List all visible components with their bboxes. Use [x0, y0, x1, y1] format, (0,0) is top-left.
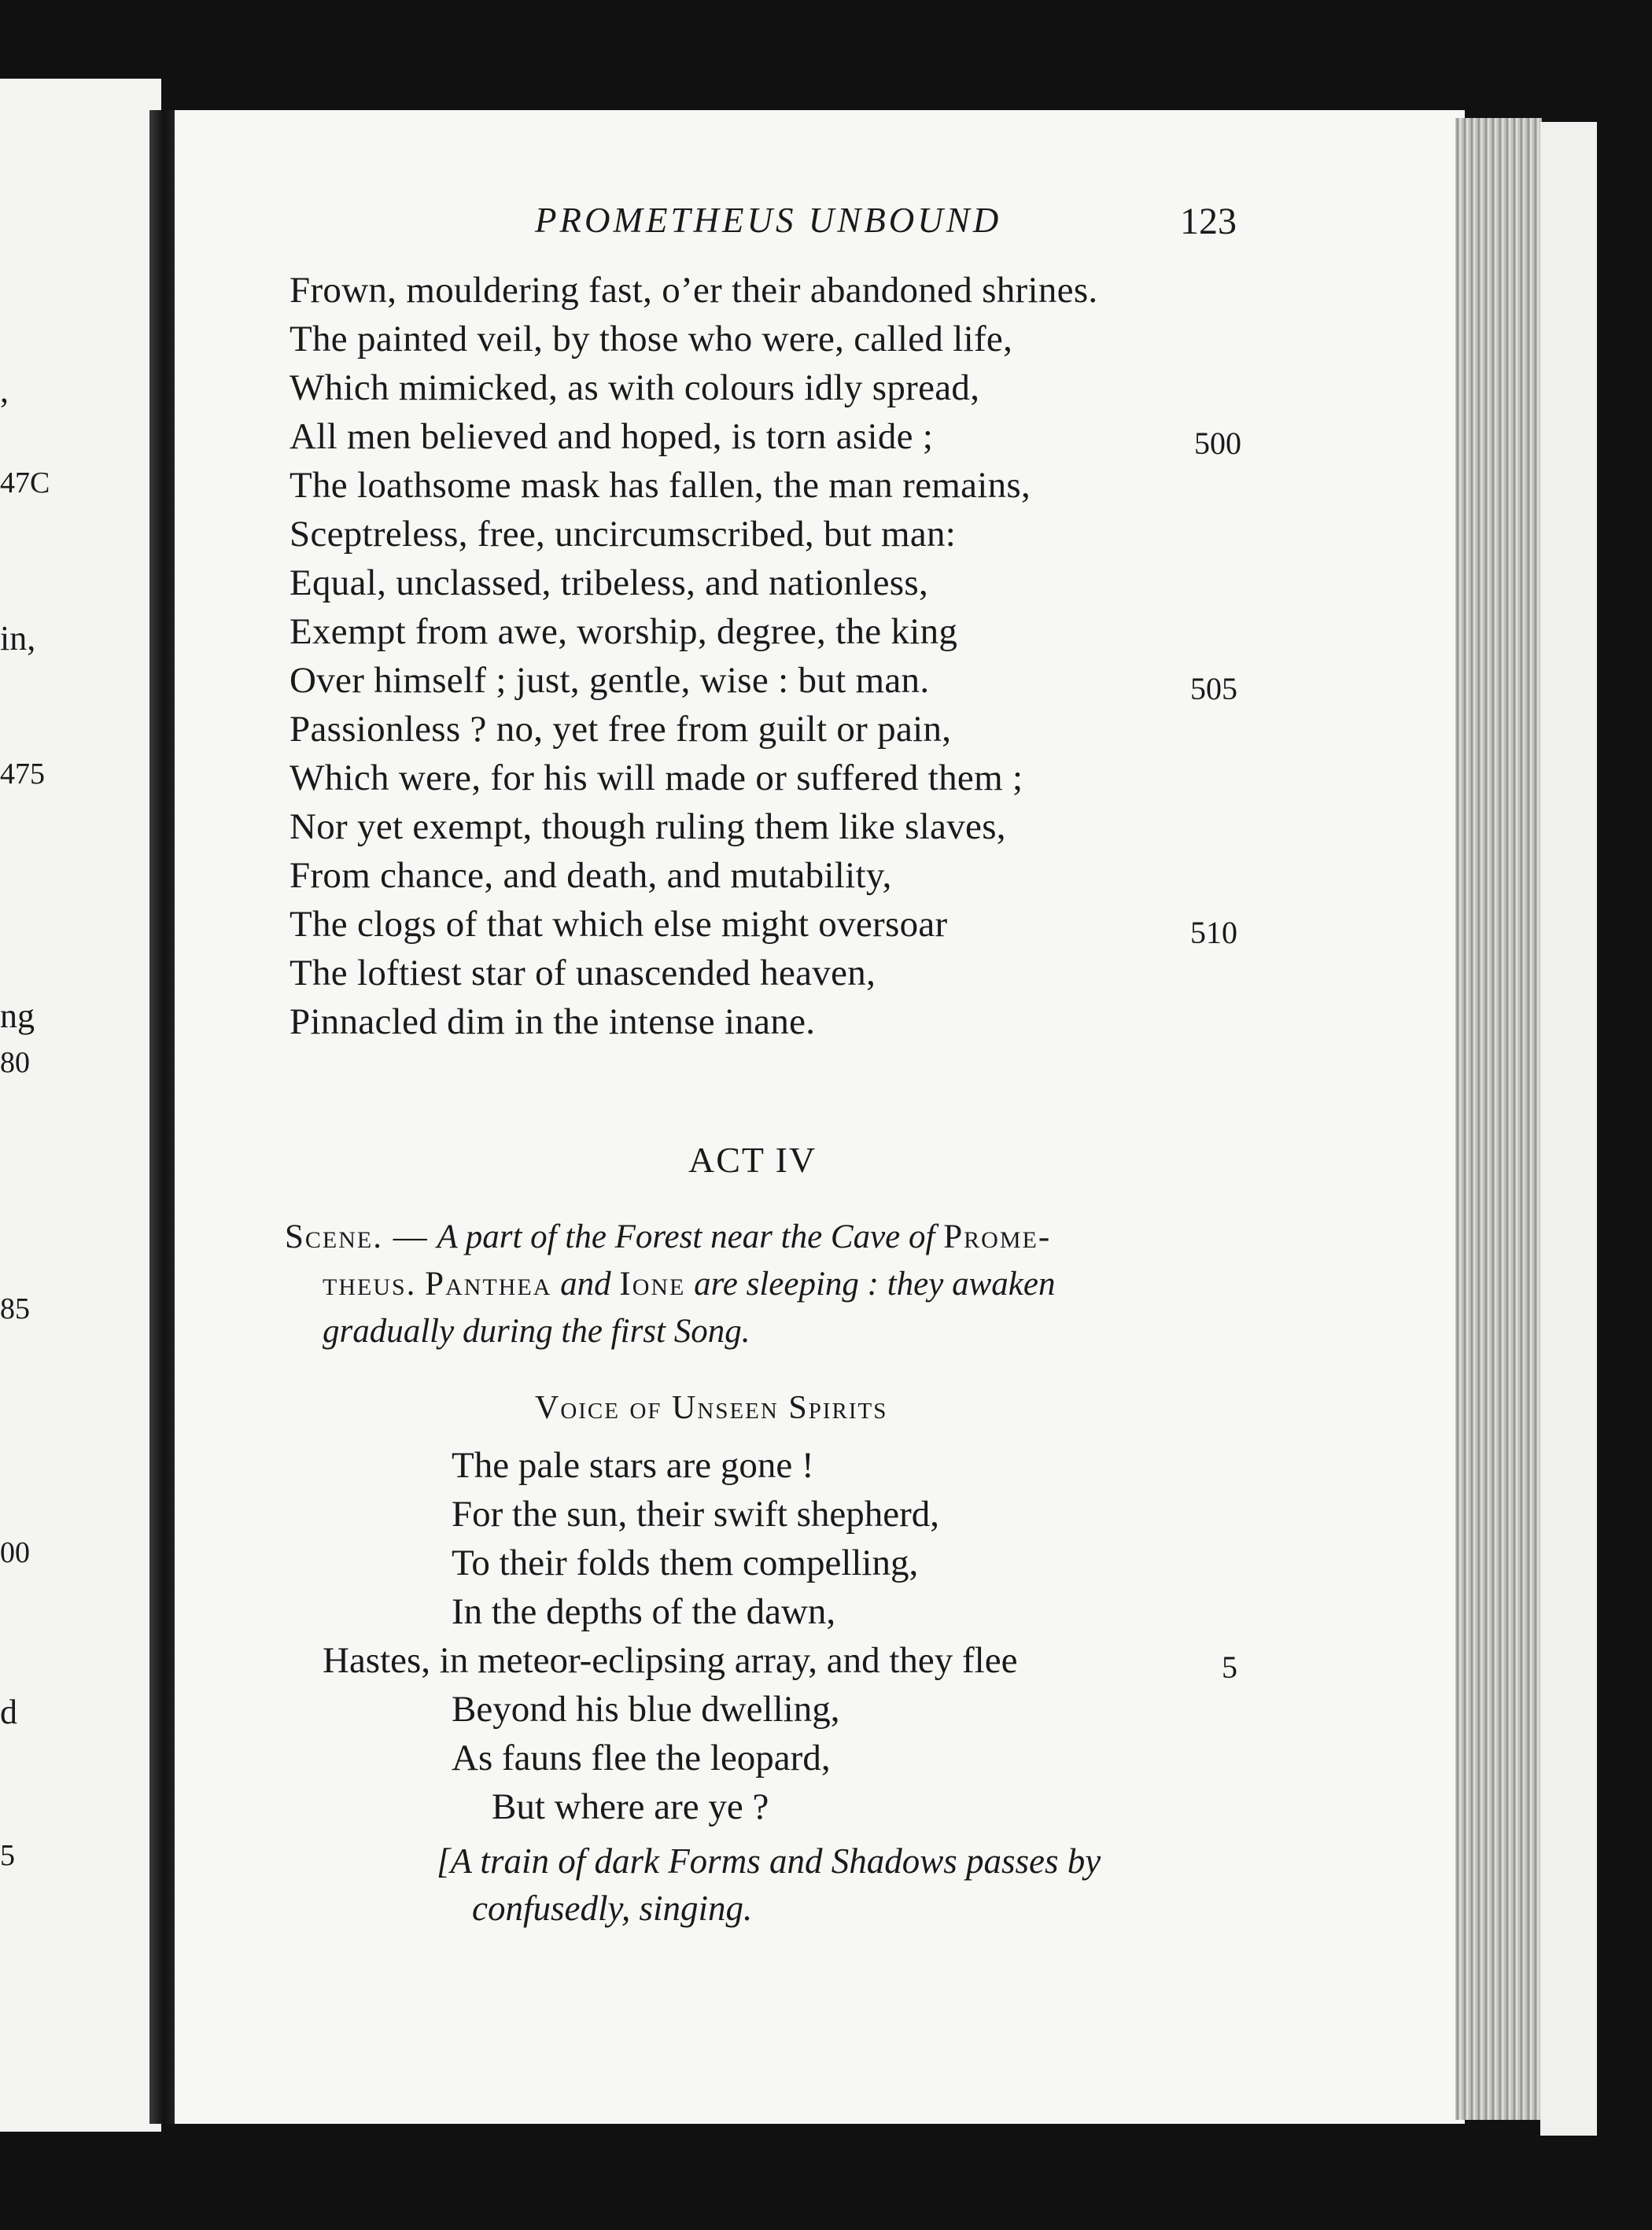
character-name: theus.	[323, 1266, 417, 1303]
left-fragment: ng	[0, 997, 35, 1035]
speaker-heading: Voice of Unseen Spirits	[535, 1390, 888, 1426]
left-fragment: ,	[0, 371, 9, 410]
verse-line: Nor yet exempt, though ruling them like slaves,	[289, 806, 1006, 847]
stage-direction-line: confusedly, singing.	[472, 1889, 753, 1928]
line-number: 505	[1190, 671, 1237, 706]
verse-line: From chance, and death, and mutability,	[289, 855, 892, 896]
book-page	[175, 110, 1465, 2124]
scene-text: and	[560, 1266, 611, 1303]
verse-line: The loftiest star of unascended heaven,	[289, 953, 876, 993]
act-heading: ACT IV	[688, 1140, 817, 1180]
song-line: Beyond his blue dwelling,	[452, 1689, 840, 1730]
verse-line: The clogs of that which else might oversoar	[289, 904, 948, 945]
left-fragment: 85	[0, 1292, 30, 1325]
verse-line: Which were, for his will made or suffered them ;	[289, 757, 1023, 798]
previous-page-edge	[0, 79, 161, 2132]
line-number: 510	[1190, 915, 1237, 950]
character-name: Ione	[619, 1266, 686, 1303]
page-stack-outer	[1540, 122, 1597, 2136]
song-line: Hastes, in meteor-eclipsing array, and they flee	[323, 1640, 1018, 1681]
song-line: To their folds them compelling,	[452, 1543, 919, 1583]
verse-line: Over himself ; just, gentle, wise : but man.	[289, 660, 930, 701]
scene-line-3: gradually during the first Song.	[323, 1313, 750, 1350]
song-line: As fauns flee the leopard,	[452, 1738, 831, 1778]
left-fragment: 00	[0, 1536, 30, 1569]
verse-line: Sceptreless, free, uncircumscribed, but man:	[289, 514, 957, 555]
verse-line: The loathsome mask has fallen, the man remains,	[289, 465, 1031, 506]
song-line: For the sun, their swift shepherd,	[452, 1494, 940, 1535]
verse-line: All men believed and hoped, is torn aside ;	[289, 416, 934, 457]
verse-line: The painted veil, by those who were, called life,	[289, 319, 1013, 359]
verse-line: Which mimicked, as with colours idly spread,	[289, 367, 980, 408]
page-number: 123	[1180, 201, 1237, 242]
scene-line-2	[323, 1265, 1055, 1303]
stage-direction-line: [A train of dark Forms and Shadows passes by	[437, 1841, 1101, 1881]
left-fragment: in,	[0, 619, 36, 658]
line-number: 5	[1222, 1649, 1237, 1685]
line-number: 500	[1194, 426, 1241, 461]
scene-text: are sleeping : they awaken	[694, 1266, 1056, 1303]
scene-line-1	[285, 1218, 1051, 1256]
song-line: The pale stars are gone !	[452, 1445, 814, 1486]
scene-label: Scene. —	[285, 1218, 429, 1255]
verse-line: Frown, mouldering fast, o’er their abandoned shrines.	[289, 270, 1098, 311]
left-fragment: d	[0, 1693, 17, 1731]
character-name: Prome-	[943, 1218, 1052, 1255]
left-fragment: 475	[0, 757, 45, 791]
verse-line: Equal, unclassed, tribeless, and nationless,	[289, 562, 929, 603]
running-header-title: PROMETHEUS UNBOUND	[535, 201, 1002, 240]
character-name: Panthea	[425, 1266, 552, 1303]
left-fragment: 5	[0, 1839, 15, 1872]
song-line: In the depths of the dawn,	[452, 1591, 836, 1632]
page-stack-edge	[1455, 118, 1542, 2120]
verse-line: Passionless ? no, yet free from guilt or pain,	[289, 709, 952, 750]
left-fragment: 47C	[0, 466, 50, 499]
verse-line: Pinnacled dim in the intense inane.	[289, 1001, 816, 1042]
scene-text: A part of the Forest near the Cave of	[437, 1218, 935, 1255]
left-fragment: 80	[0, 1046, 30, 1079]
song-line: But where are ye ?	[492, 1786, 769, 1827]
verse-line: Exempt from awe, worship, degree, the king	[289, 611, 958, 652]
